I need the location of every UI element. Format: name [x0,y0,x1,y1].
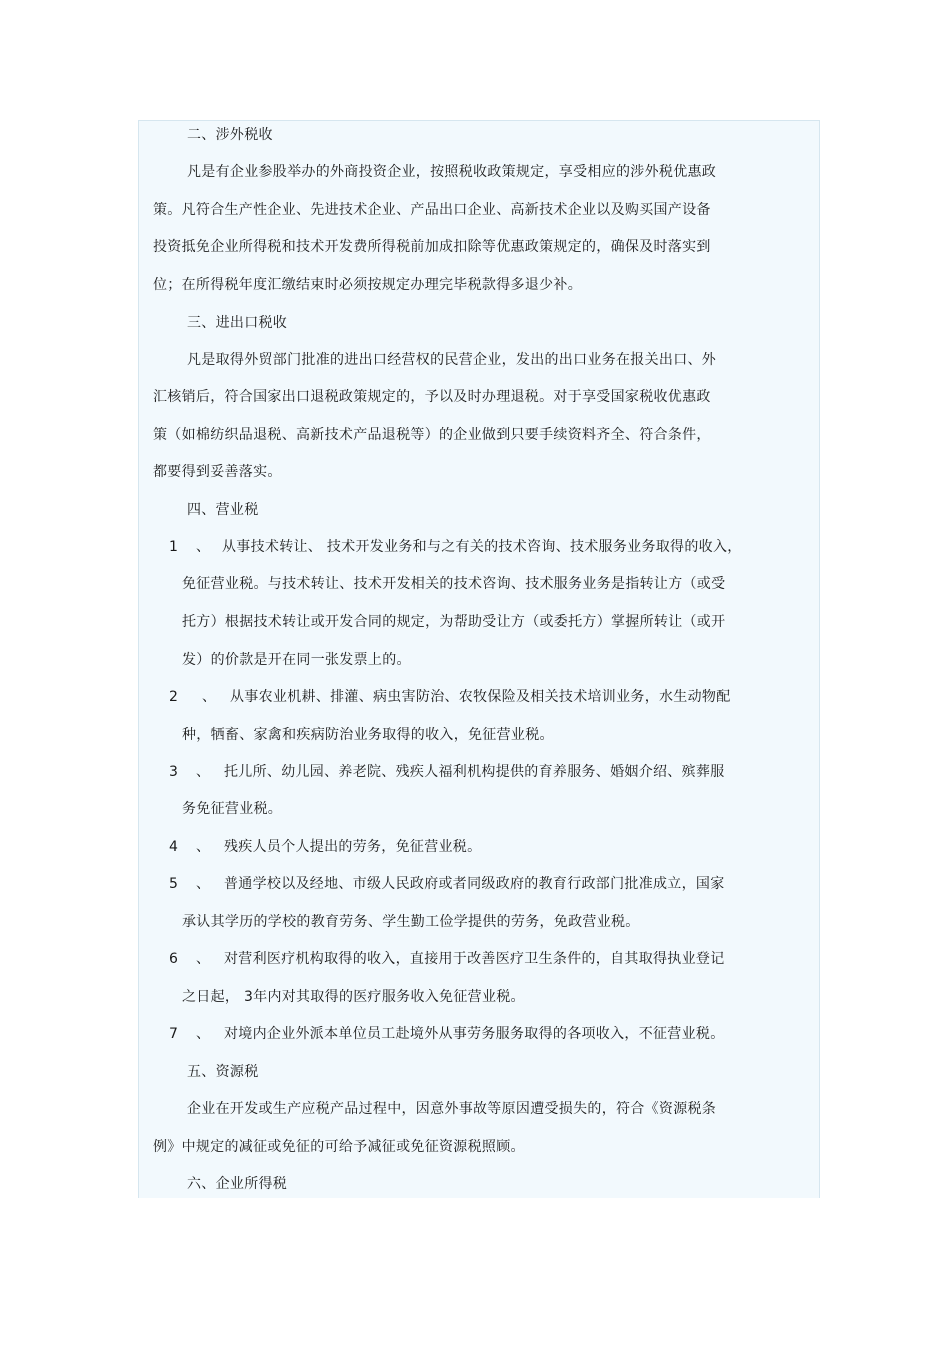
list-item-text: 普通学校以及经地、市级人民政府或者同级政府的教育行政部门批准成立，国家 [224,876,725,892]
paragraph-line: 投资抵免企业所得税和技术开发费所得税前加成扣除等优惠政策规定的，确保及时落实到 [153,239,711,255]
section-heading: 二、涉外税收 [187,127,273,143]
list-item-text: 种，牺畜、家禽和疾病防治业务取得的收入，免征营业税。 [182,727,554,743]
section-heading: 三、进出口税收 [187,315,288,331]
list-item-separator: 、 [196,1026,210,1042]
list-item-text: 托方）根据技术转让或开发合同的规定，为帮助受让方（或委托方）掌握所转让（或开 [182,614,726,630]
paragraph-line: 凡是有企业参股举办的外商投资企业，按照税收政策规定，享受相应的涉外税优惠政 [187,164,717,180]
list-item-number: 4 [169,839,178,855]
list-item-separator: 、 [196,876,210,892]
list-item-text: 之日起， 3年内对其取得的医疗服务收入免征营业税。 [182,989,525,1005]
paragraph-line: 策。凡符合生产性企业、先进技术企业、产品出口企业、高新技术企业以及购买国产设备 [153,202,711,218]
paragraph-line: 汇核销后，符合国家出口退税政策规定的，予以及时办理退税。对于享受国家税收优惠政 [153,389,711,405]
list-item-number: 5 [169,876,178,892]
list-item-number: 2 [169,689,178,705]
section-heading: 五、资源税 [187,1064,259,1080]
section-heading: 六、企业所得税 [187,1176,288,1192]
list-item-text: 残疾人员个人提出的劳务，免征营业税。 [224,839,482,855]
list-item-text: 托儿所、幼儿园、养老院、残疾人福利机构提供的育养服务、婚姻介绍、殡葬服 [224,764,725,780]
list-item-separator: 、 [202,689,216,705]
list-item-text: 从事技术转让、 技术开发业务和与之有关的技术咨询、技术服务业务取得的收入， [222,539,742,555]
list-item-separator: 、 [196,951,210,967]
paragraph-line: 都要得到妥善落实。 [153,464,282,480]
list-item-text: 务免征营业税。 [182,801,283,817]
list-item-text: 对境内企业外派本单位员工赴境外从事劳务服务取得的各项收入，不征营业税。 [224,1026,725,1042]
list-item-text: 对营利医疗机构取得的收入，直接用于改善医疗卫生条件的，自其取得执业登记 [224,951,725,967]
list-item-number: 6 [169,951,178,967]
list-item-separator: 、 [196,539,210,555]
list-item-number: 1 [169,539,178,555]
list-item-text: 承认其学历的学校的教育劳务、学生勤工俭学提供的劳务，免政营业税。 [182,914,640,930]
list-item-text: 免征营业税。与技术转让、技术开发相关的技术咨询、技术服务业务是指转让方（或受 [182,576,726,592]
paragraph-line: 凡是取得外贸部门批准的进出口经营权的民营企业，发出的出口业务在报关出口、外 [187,352,717,368]
paragraph-line: 例》中规定的减征或免征的可给予减征或免征资源税照顾。 [153,1139,525,1155]
list-item-separator: 、 [196,839,210,855]
list-item-number: 7 [169,1026,178,1042]
list-item-text: 从事农业机耕、排灌、病虫害防治、农牧保险及相关技术培训业务，水生动物配 [230,689,731,705]
paragraph-line: 位；在所得税年度汇缴结束时必须按规定办理完毕税款得多退少补。 [153,277,582,293]
list-item-text: 发）的价款是开在同一张发票上的。 [182,652,411,668]
list-item-separator: 、 [196,764,210,780]
paragraph-line: 策（如棉纺织品退税、高新技术产品退税等）的企业做到只要手续资料齐全、符合条件， [153,427,711,443]
section-heading: 四、营业税 [187,502,259,518]
paragraph-line: 企业在开发或生产应税产品过程中，因意外事故等原因遭受损失的，符合《资源税条 [187,1101,717,1117]
list-item-number: 3 [169,764,178,780]
